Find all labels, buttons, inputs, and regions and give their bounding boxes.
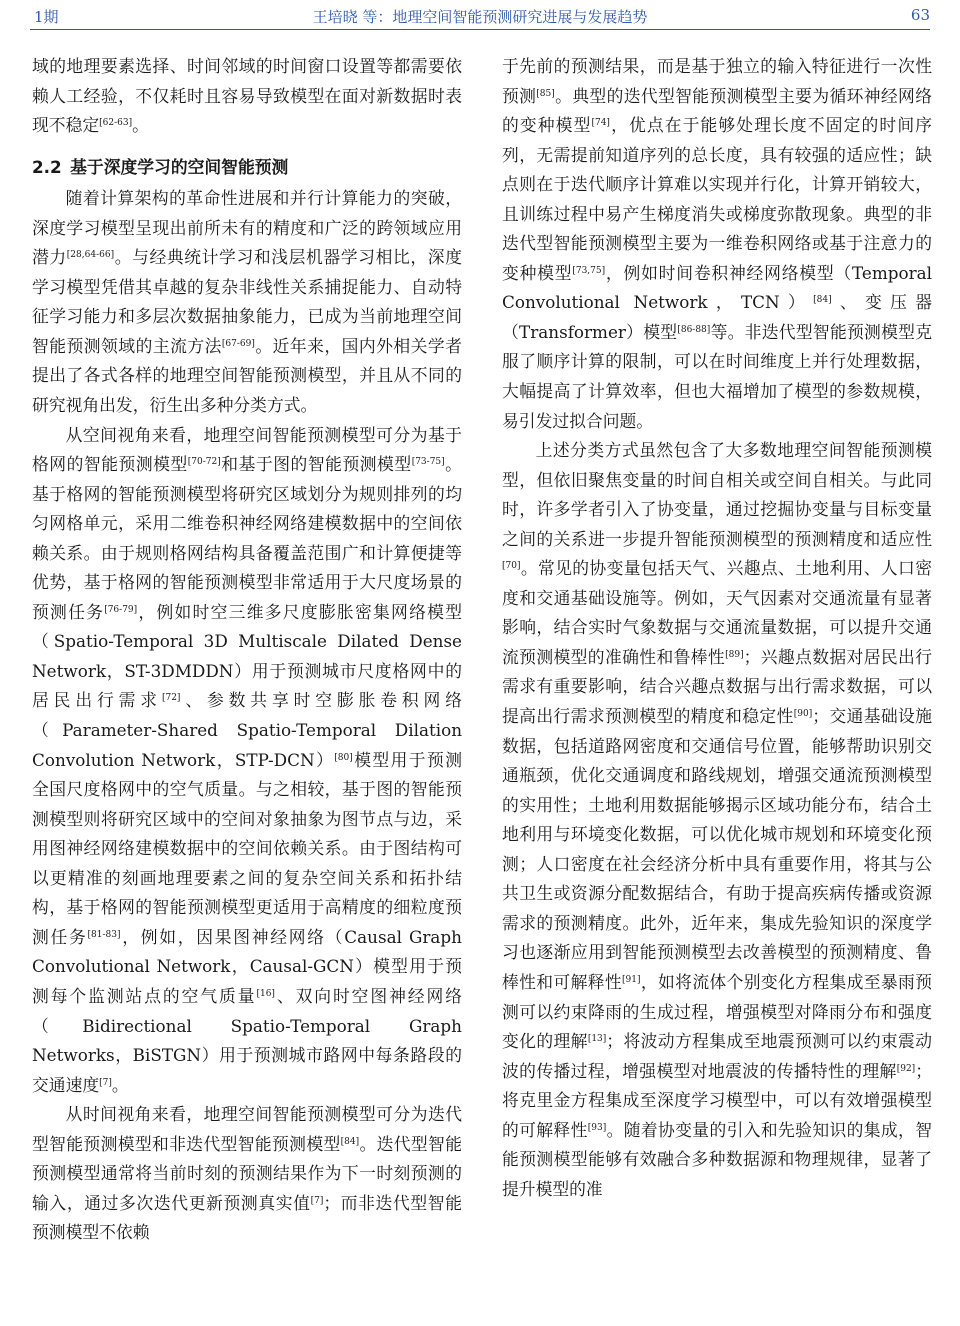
citation: [7] — [99, 1077, 112, 1088]
citation: [7] — [310, 1195, 324, 1206]
citation: [73-75] — [411, 457, 445, 468]
citation: [16] — [256, 988, 275, 999]
citation: [73,75] — [572, 265, 606, 276]
citation: [92] — [896, 1063, 916, 1074]
paragraph: 随着计算架构的革命性进展和并行计算能力的突破，深度学习模型呈现出前所未有的精度和广泛的跨领域应用潜力[28,64-66]。与经典统计学习和浅层机器学习相比，深度学习模型凭借其卓越的复杂非线性关系捕捉能力、自动特征学习能力和多层次数据抽象能力，已成为当前地理空间智能预测领域的主流方法[67-69]。近年来，国内外相关学者提出了各式各样的地理空间智能预测模型，并且从不同的研究视角出发，衍生出多种分类方式。 — [32, 188, 462, 416]
paragraph: 于先前的预测结果，而是基于独立的输入特征进行一次性预测[85]。典型的迭代型智能预测模型主要为循环神经网络的变种模型[74]，优点在于能够处理长度不固定的时间序列，无需提前知道序列的总长度，具有较强的适应性；缺点则在于迭代顺序计算难以实现并行化，计算开销较大，且训练过程中易产生梯度消失或梯度弥散现象。典型的非迭代型智能预测模型主要为一维卷积网络或基于注意力的变种模型[73,75]，例如时间卷积神经网络模型（Temporal Convolutional Network，TCN）[84]、变压器（Transformer）模型[86-88]等。非迭代型智能预测模型克服了顺序计算的限制，可以在时间维度上并行处理数据，大幅提高了计算效率，但也大福增加了模型的参数规模，易引发过拟合问题。 — [502, 56, 932, 431]
citation: [81-83] — [87, 929, 121, 940]
citation: [86-88] — [677, 324, 711, 335]
section-title: 基于深度学习的空间智能预测 — [70, 156, 289, 177]
citation: [13] — [587, 1034, 607, 1045]
citation: [93] — [587, 1122, 607, 1133]
citation: [74] — [591, 118, 610, 129]
section-heading — [32, 153, 462, 183]
citation: [84] — [813, 295, 832, 306]
header-rule — [30, 29, 930, 30]
citation: [89] — [725, 649, 744, 660]
section-number: 2.2 — [32, 156, 62, 177]
paragraph: 上述分类方式虽然包含了大多数地理空间智能预测模型，但依旧聚焦变量的时间自相关或空间自相关。与此同时，许多学者引入了协变量，通过挖掘协变量与目标变量之间的关系进一步提升智能预测模型的预测精度和适应性[70]。常见的协变量包括天气、兴趣点、土地利用、人口密度和交通基础设施等。例如，天气因素对交通流量有显著影响，结合实时气象数据与交通流量数据，可以提升交通流预测模型的准确性和鲁棒性[89]；兴趣点数据对居民出行需求有重要影响，结合兴趣点数据与出行需求数据，可以提高出行需求预测模型的精度和稳定性[90]；交通基础设施数据，包括道路网密度和交通信号位置，能够帮助识别交通瓶颈，优化交通调度和路线规划，增强交通流预测模型的实用性；土地利用数据能够揭示区域功能分布，结合土地利用与环境变化数据，可以优化城市规划和环境变化预测；人口密度在社会经济分析中具有重要作用，将其与公共卫生或资源分配数据结合，有助于提高疾病传播或资源需求的预测精度。此外，近年来，集成先验知识的深度学习也逐渐应用到智能预测模型去改善模型的预测精度、鲁棒性和可解释性[91]，如将流体个别变化方程集成至暴雨预测可以约束降雨的生成过程，增强模型对降雨分布和强度变化的理解[13]；将波动方程集成至地震预测可以约束震动波的传播过程，增强模型对地震波的传播特性的理解[92]；将克里金方程集成至深度学习模型中，可以有效增强模型的可解释性[93]。随着协变量的引入和先验知识的集成，智能预测模型能够有效融合多种数据源和物理规律，显著了提升模型的准 — [502, 440, 932, 1199]
citation: [84] — [340, 1136, 360, 1147]
citation: [80] — [334, 752, 353, 763]
citation: [90] — [793, 709, 813, 720]
citation: [91] — [622, 974, 641, 985]
citation: [70] — [502, 561, 521, 572]
page-number: 63 — [910, 6, 930, 24]
right-column — [502, 52, 932, 1204]
citation: [70-72] — [187, 457, 221, 468]
running-header — [0, 0, 960, 30]
citation: [85] — [536, 88, 555, 99]
citation: [76-79] — [104, 604, 138, 615]
citation: [67-69] — [221, 338, 255, 349]
citation: [72] — [161, 693, 181, 704]
citation: [28,64-66] — [66, 250, 115, 261]
left-column — [32, 52, 462, 1248]
paragraph: 域的地理要素选择、时间邻域的时间窗口设置等都需要依赖人工经验，不仅耗时且容易导致模型在面对新数据时表现不稳定[62-63]。 — [32, 56, 462, 136]
issue-label: 1期 — [34, 8, 59, 26]
citation: [62-63] — [99, 118, 133, 129]
paragraph: 从时间视角来看，地理空间智能预测模型可分为迭代型智能预测模型和非迭代型智能预测模型[84]。迭代型智能预测模型通常将当前时刻的预测结果作为下一时刻预测的输入，通过多次迭代更新预测真实值[7]；而非迭代型智能预测模型不依赖 — [32, 1104, 462, 1243]
paragraph: 从空间视角来看，地理空间智能预测模型可分为基于格网的智能预测模型[70-72]和基于图的智能预测模型[73-75]。基于格网的智能预测模型将研究区域划分为规则排列的均匀网格单元，采用二维卷积神经网络建模数据中的空间依赖关系。由于规则格网结构具备覆盖范围广和计算便捷等优势，基于格网的智能预测模型非常适用于大尺度场景的预测任务[76-79]，例如时空三维多尺度膨胀密集网络模型（Spatio-Temporal 3D Multiscale Dilated Dense Network，ST-3DMDDN）用于预测城市尺度格网中的居民出行需求[72]、参数共享时空膨胀卷积网络（Parameter-Shared Spatio-Temporal Dilation Convolution Network，STP-DCN）[80]模型用于预测全国尺度格网中的空气质量。与之相较，基于图的智能预测模型则将研究区域中的空间对象抽象为图节点与边，采用图神经网络建模数据中的空间依赖关系。由于图结构可以更精准的刻画地理要素之间的复杂空间关系和拓扑结构，基于格网的智能预测模型更适用于高精度的细粒度预测任务[81-83]，例如，因果图神经网络（Causal Graph Convolutional Network，Causal-GCN）模型用于预测每个监测站点的空气质量[16]、双向时空图神经网络（Bidirectional Spatio-Temporal Graph Networks，BiSTGN）用于预测城市路网中每条路段的交通速度[7]。 — [32, 424, 462, 1095]
running-title: 王培晓 等：地理空间智能预测研究进展与发展趋势 — [312, 8, 648, 26]
